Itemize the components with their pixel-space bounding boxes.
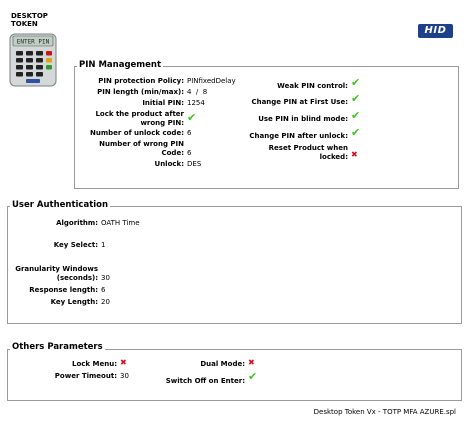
pin-policy-value: PINfixedDelay — [187, 77, 236, 85]
dual-mode-cross-icon — [248, 358, 255, 367]
power-timeout-value: 30 — [120, 372, 129, 380]
pin-policy-label: PIN protection Policy: — [98, 77, 184, 85]
file-name-footer: Desktop Token Vx - TOTP MFA AZURE.spl — [313, 408, 456, 416]
granularity-label-line2: (seconds): — [56, 273, 98, 282]
algorithm-label: Algorithm: — [56, 219, 98, 227]
product-title-line1: DESKTOP — [11, 12, 48, 20]
blind-mode-check-icon — [351, 109, 360, 122]
unlock-code-count-value: 6 — [187, 129, 192, 137]
initial-pin-value: 1254 — [187, 99, 205, 107]
wrong-pin-count-value: 6 — [187, 149, 192, 157]
key-select-label: Key Select: — [53, 241, 98, 249]
switch-off-on-enter-check-icon — [248, 370, 257, 383]
token-display-text: ENTER PIN — [16, 38, 50, 46]
initial-pin-label: Initial PIN: — [142, 99, 184, 107]
power-timeout-label: Power Timeout: — [54, 372, 117, 380]
blind-mode-label: Use PIN in blind mode: — [258, 115, 348, 123]
reset-product-label-line2: locked: — [319, 152, 348, 161]
response-length-value: 6 — [101, 286, 106, 294]
product-title — [11, 12, 48, 28]
lock-after-wrong-pin-label-line2: wrong PIN: — [140, 118, 184, 127]
others-parameters-legend: Others Parameters — [12, 342, 103, 352]
lock-menu-label: Lock Menu: — [72, 360, 117, 368]
change-pin-after-unlock-label: Change PIN after unlock: — [249, 132, 348, 140]
user-authentication-legend: User Authentication — [12, 200, 109, 210]
dual-mode-label: Dual Mode: — [200, 360, 245, 368]
weak-pin-control-label: Weak PIN control: — [277, 82, 348, 90]
wrong-pin-count-label-line1: Number of wrong PIN — [99, 140, 184, 148]
wrong-pin-count-label — [90, 140, 184, 157]
change-pin-first-use-label: Change PIN at First Use: — [251, 98, 348, 106]
reset-product-when-locked-label — [240, 144, 348, 161]
unlock-value: DES — [187, 160, 202, 168]
lock-after-wrong-pin-label-line1: Lock the product after — [95, 110, 184, 118]
lock-menu-cross-icon — [120, 358, 127, 367]
reset-product-label-line1: Reset Product when — [268, 144, 348, 152]
algorithm-value: OATH Time — [101, 219, 140, 227]
key-select-value: 1 — [101, 241, 106, 249]
weak-pin-control-check-icon — [351, 76, 360, 89]
lock-after-wrong-pin-label — [90, 110, 184, 127]
wrong-pin-count-label-line2: Code: — [161, 148, 184, 157]
change-pin-first-use-check-icon — [351, 92, 360, 105]
hid-logo: HID — [418, 24, 453, 38]
pin-length-label: PIN length (min/max): — [97, 88, 184, 96]
lock-after-wrong-pin-check-icon — [187, 111, 196, 124]
change-pin-after-unlock-check-icon — [351, 126, 360, 139]
product-title-line2: TOKEN — [11, 20, 38, 28]
pin-length-value: 4 / 8 — [187, 88, 208, 96]
pin-management-legend: PIN Management — [79, 60, 162, 70]
desktop-token-icon — [9, 33, 57, 87]
switch-off-on-enter-label: Switch Off on Enter: — [165, 377, 245, 385]
unlock-code-count-label: Number of unlock code: — [89, 129, 184, 137]
key-length-value: 20 — [101, 298, 110, 306]
granularity-label-line1: Granularity Windows — [15, 265, 98, 273]
response-length-label: Response length: — [29, 286, 98, 294]
reset-product-cross-icon — [351, 150, 358, 159]
key-length-label: Key Length: — [50, 298, 98, 306]
granularity-label — [14, 265, 98, 282]
unlock-label: Unlock: — [154, 160, 184, 168]
granularity-value: 30 — [101, 274, 110, 282]
